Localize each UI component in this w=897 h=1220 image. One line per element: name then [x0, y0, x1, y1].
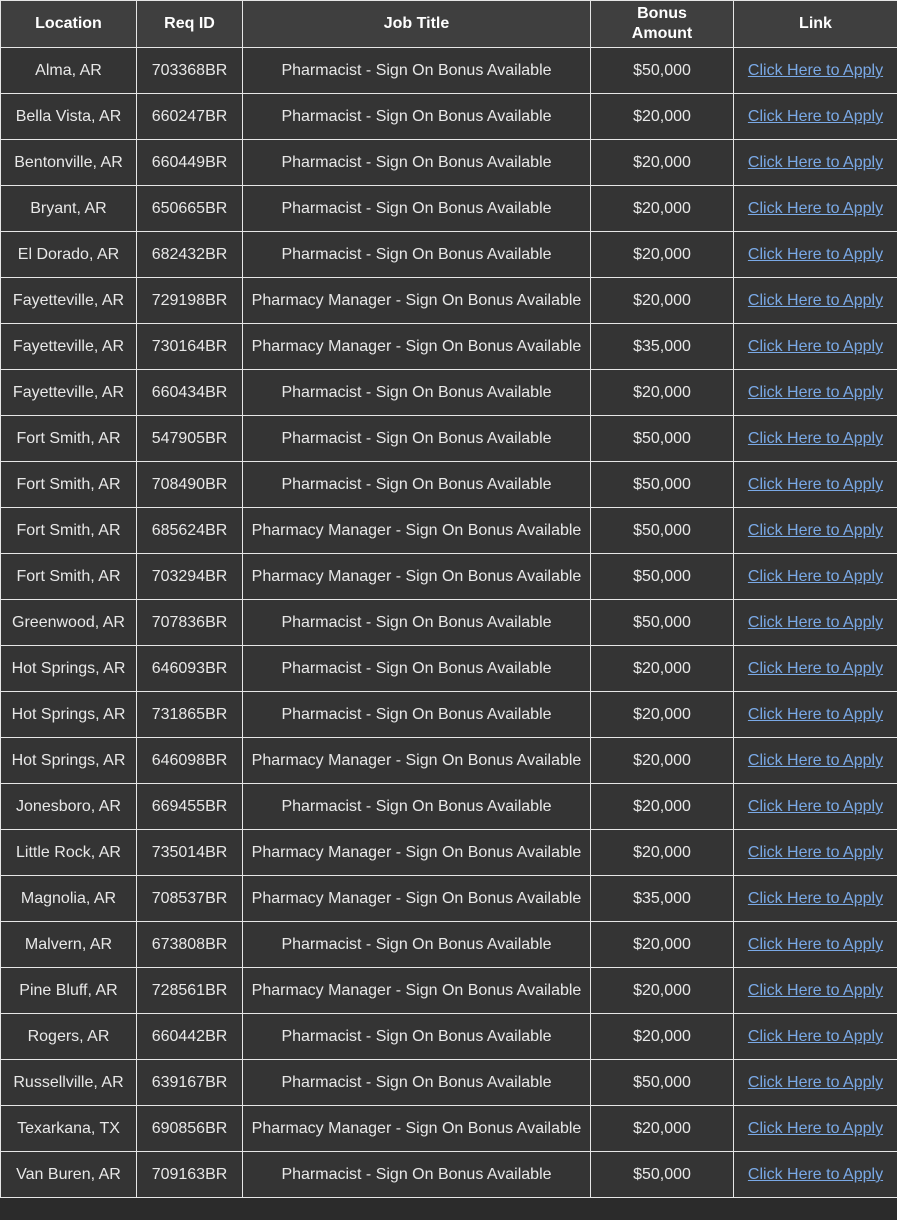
bonus-amount-cell: $35,000 — [591, 876, 734, 922]
apply-link[interactable]: Click Here to Apply — [747, 430, 884, 447]
table-row — [1, 646, 897, 692]
apply-link[interactable]: Click Here to Apply — [747, 338, 884, 355]
bonus-amount-cell: $50,000 — [591, 416, 734, 462]
table-body — [1, 48, 897, 1198]
job-title-cell: Pharmacist - Sign On Bonus Available — [243, 232, 591, 278]
link-cell — [734, 692, 897, 738]
location-cell: Pine Bluff, AR — [1, 968, 137, 1014]
bonus-amount-cell: $20,000 — [591, 830, 734, 876]
job-title-cell: Pharmacist - Sign On Bonus Available — [243, 370, 591, 416]
job-title-cell: Pharmacy Manager - Sign On Bonus Available — [243, 278, 591, 324]
apply-link[interactable]: Click Here to Apply — [747, 292, 884, 309]
job-title-cell: Pharmacist - Sign On Bonus Available — [243, 1014, 591, 1060]
link-cell — [734, 876, 897, 922]
link-cell — [734, 1106, 897, 1152]
link-cell — [734, 646, 897, 692]
link-cell — [734, 508, 897, 554]
location-cell: Malvern, AR — [1, 922, 137, 968]
req-id-cell: 728561BR — [137, 968, 243, 1014]
req-id-cell: 730164BR — [137, 324, 243, 370]
req-id-cell: 708490BR — [137, 462, 243, 508]
location-cell: Bella Vista, AR — [1, 94, 137, 140]
job-title-cell: Pharmacist - Sign On Bonus Available — [243, 140, 591, 186]
apply-link[interactable]: Click Here to Apply — [747, 1120, 884, 1137]
header-location: Location — [1, 1, 137, 48]
location-cell: Fort Smith, AR — [1, 462, 137, 508]
apply-link[interactable]: Click Here to Apply — [747, 706, 884, 723]
bonus-amount-cell: $20,000 — [591, 784, 734, 830]
req-id-cell: 703368BR — [137, 48, 243, 94]
job-title-cell: Pharmacist - Sign On Bonus Available — [243, 646, 591, 692]
req-id-cell: 639167BR — [137, 1060, 243, 1106]
location-cell: Rogers, AR — [1, 1014, 137, 1060]
req-id-cell: 646098BR — [137, 738, 243, 784]
location-cell: Magnolia, AR — [1, 876, 137, 922]
link-cell — [734, 416, 897, 462]
job-title-cell: Pharmacist - Sign On Bonus Available — [243, 600, 591, 646]
header-bonus-line1: Bonus — [637, 5, 687, 22]
apply-link[interactable]: Click Here to Apply — [747, 936, 884, 953]
req-id-cell: 703294BR — [137, 554, 243, 600]
bonus-amount-cell: $20,000 — [591, 1014, 734, 1060]
apply-link[interactable]: Click Here to Apply — [747, 982, 884, 999]
table-row — [1, 1152, 897, 1198]
bonus-amount-cell: $20,000 — [591, 968, 734, 1014]
table-row — [1, 48, 897, 94]
header-req-id: Req ID — [137, 1, 243, 48]
bonus-amount-cell: $20,000 — [591, 692, 734, 738]
location-cell: Fayetteville, AR — [1, 278, 137, 324]
location-cell: Bryant, AR — [1, 186, 137, 232]
table-row — [1, 554, 897, 600]
link-cell — [734, 1014, 897, 1060]
table-row — [1, 278, 897, 324]
link-cell — [734, 554, 897, 600]
bonus-amount-cell: $20,000 — [591, 1106, 734, 1152]
apply-link[interactable]: Click Here to Apply — [747, 568, 884, 585]
table-row — [1, 508, 897, 554]
location-cell: Fort Smith, AR — [1, 416, 137, 462]
bonus-amount-cell: $50,000 — [591, 1152, 734, 1198]
job-title-cell: Pharmacy Manager - Sign On Bonus Available — [243, 876, 591, 922]
bonus-amount-cell: $20,000 — [591, 232, 734, 278]
apply-link[interactable]: Click Here to Apply — [747, 1028, 884, 1045]
bonus-amount-cell: $20,000 — [591, 738, 734, 784]
req-id-cell: 735014BR — [137, 830, 243, 876]
job-title-cell: Pharmacist - Sign On Bonus Available — [243, 692, 591, 738]
table-row — [1, 1060, 897, 1106]
bonus-amount-cell: $20,000 — [591, 94, 734, 140]
apply-link[interactable]: Click Here to Apply — [747, 798, 884, 815]
location-cell: Hot Springs, AR — [1, 646, 137, 692]
location-cell: El Dorado, AR — [1, 232, 137, 278]
table-header — [1, 1, 897, 48]
bonus-amount-cell: $20,000 — [591, 278, 734, 324]
req-id-cell: 729198BR — [137, 278, 243, 324]
header-bonus-amount — [591, 1, 734, 48]
location-cell: Jonesboro, AR — [1, 784, 137, 830]
link-cell — [734, 370, 897, 416]
location-cell: Van Buren, AR — [1, 1152, 137, 1198]
job-title-cell: Pharmacist - Sign On Bonus Available — [243, 922, 591, 968]
location-cell: Hot Springs, AR — [1, 692, 137, 738]
req-id-cell: 731865BR — [137, 692, 243, 738]
bonus-amount-cell: $20,000 — [591, 922, 734, 968]
job-title-cell: Pharmacist - Sign On Bonus Available — [243, 94, 591, 140]
apply-link[interactable]: Click Here to Apply — [747, 62, 884, 79]
apply-link[interactable]: Click Here to Apply — [747, 108, 884, 125]
bonus-amount-cell: $50,000 — [591, 462, 734, 508]
apply-link[interactable]: Click Here to Apply — [747, 246, 884, 263]
link-cell — [734, 784, 897, 830]
req-id-cell: 707836BR — [137, 600, 243, 646]
table-row — [1, 1014, 897, 1060]
link-cell — [734, 278, 897, 324]
bonus-amount-cell: $20,000 — [591, 186, 734, 232]
job-title-cell: Pharmacy Manager - Sign On Bonus Available — [243, 738, 591, 784]
apply-link[interactable]: Click Here to Apply — [747, 522, 884, 539]
apply-link[interactable]: Click Here to Apply — [747, 890, 884, 907]
link-cell — [734, 922, 897, 968]
header-bonus-line2: Amount — [631, 25, 693, 42]
link-cell — [734, 830, 897, 876]
link-cell — [734, 1060, 897, 1106]
table-row — [1, 692, 897, 738]
table-row — [1, 186, 897, 232]
bonus-amount-cell: $50,000 — [591, 554, 734, 600]
link-cell — [734, 462, 897, 508]
location-cell: Greenwood, AR — [1, 600, 137, 646]
location-cell: Fort Smith, AR — [1, 554, 137, 600]
req-id-cell: 669455BR — [137, 784, 243, 830]
link-cell — [734, 738, 897, 784]
link-cell — [734, 48, 897, 94]
apply-link[interactable]: Click Here to Apply — [747, 752, 884, 769]
apply-link[interactable]: Click Here to Apply — [747, 384, 884, 401]
req-id-cell: 660434BR — [137, 370, 243, 416]
job-title-cell: Pharmacy Manager - Sign On Bonus Available — [243, 324, 591, 370]
location-cell: Fort Smith, AR — [1, 508, 137, 554]
apply-link[interactable]: Click Here to Apply — [747, 614, 884, 631]
apply-link[interactable]: Click Here to Apply — [747, 1074, 884, 1091]
job-title-cell: Pharmacist - Sign On Bonus Available — [243, 186, 591, 232]
location-cell: Texarkana, TX — [1, 1106, 137, 1152]
bonus-amount-cell: $20,000 — [591, 140, 734, 186]
req-id-cell: 690856BR — [137, 1106, 243, 1152]
table-row — [1, 416, 897, 462]
bonus-amount-cell: $35,000 — [591, 324, 734, 370]
req-id-cell: 708537BR — [137, 876, 243, 922]
req-id-cell: 709163BR — [137, 1152, 243, 1198]
location-cell: Bentonville, AR — [1, 140, 137, 186]
table-row — [1, 784, 897, 830]
link-cell — [734, 94, 897, 140]
job-title-cell: Pharmacist - Sign On Bonus Available — [243, 48, 591, 94]
job-title-cell: Pharmacist - Sign On Bonus Available — [243, 462, 591, 508]
job-title-cell: Pharmacy Manager - Sign On Bonus Available — [243, 830, 591, 876]
table-row — [1, 462, 897, 508]
job-title-cell: Pharmacy Manager - Sign On Bonus Available — [243, 508, 591, 554]
bonus-amount-cell: $20,000 — [591, 646, 734, 692]
job-title-cell: Pharmacy Manager - Sign On Bonus Available — [243, 554, 591, 600]
table-row — [1, 232, 897, 278]
req-id-cell: 685624BR — [137, 508, 243, 554]
location-cell: Fayetteville, AR — [1, 324, 137, 370]
location-cell: Russellville, AR — [1, 1060, 137, 1106]
req-id-cell: 660442BR — [137, 1014, 243, 1060]
apply-link[interactable]: Click Here to Apply — [747, 1166, 884, 1183]
apply-link[interactable]: Click Here to Apply — [747, 154, 884, 171]
location-cell: Alma, AR — [1, 48, 137, 94]
location-cell: Fayetteville, AR — [1, 370, 137, 416]
link-cell — [734, 232, 897, 278]
apply-link[interactable]: Click Here to Apply — [747, 660, 884, 677]
req-id-cell: 650665BR — [137, 186, 243, 232]
bonus-amount-cell: $20,000 — [591, 370, 734, 416]
table-row — [1, 140, 897, 186]
table-row — [1, 1106, 897, 1152]
header-link: Link — [734, 1, 897, 48]
table-row — [1, 968, 897, 1014]
table-row — [1, 600, 897, 646]
job-title-cell: Pharmacy Manager - Sign On Bonus Available — [243, 968, 591, 1014]
link-cell — [734, 600, 897, 646]
apply-link[interactable]: Click Here to Apply — [747, 200, 884, 217]
bonus-amount-cell: $50,000 — [591, 48, 734, 94]
link-cell — [734, 140, 897, 186]
job-title-cell: Pharmacist - Sign On Bonus Available — [243, 784, 591, 830]
location-cell: Little Rock, AR — [1, 830, 137, 876]
req-id-cell: 660449BR — [137, 140, 243, 186]
table-row — [1, 830, 897, 876]
bonus-amount-cell: $50,000 — [591, 1060, 734, 1106]
link-cell — [734, 968, 897, 1014]
link-cell — [734, 324, 897, 370]
bonus-amount-cell: $50,000 — [591, 600, 734, 646]
job-title-cell: Pharmacist - Sign On Bonus Available — [243, 1060, 591, 1106]
table-row — [1, 324, 897, 370]
req-id-cell: 547905BR — [137, 416, 243, 462]
apply-link[interactable]: Click Here to Apply — [747, 476, 884, 493]
header-row — [1, 1, 897, 48]
table-row — [1, 370, 897, 416]
apply-link[interactable]: Click Here to Apply — [747, 844, 884, 861]
req-id-cell: 660247BR — [137, 94, 243, 140]
location-cell: Hot Springs, AR — [1, 738, 137, 784]
job-title-cell: Pharmacist - Sign On Bonus Available — [243, 416, 591, 462]
table-row — [1, 94, 897, 140]
bonus-amount-cell: $50,000 — [591, 508, 734, 554]
req-id-cell: 646093BR — [137, 646, 243, 692]
table-row — [1, 922, 897, 968]
link-cell — [734, 1152, 897, 1198]
req-id-cell: 682432BR — [137, 232, 243, 278]
req-id-cell: 673808BR — [137, 922, 243, 968]
job-title-cell: Pharmacy Manager - Sign On Bonus Available — [243, 1106, 591, 1152]
table-row — [1, 738, 897, 784]
link-cell — [734, 186, 897, 232]
job-title-cell: Pharmacist - Sign On Bonus Available — [243, 1152, 591, 1198]
table-row — [1, 876, 897, 922]
header-job-title: Job Title — [243, 1, 591, 48]
